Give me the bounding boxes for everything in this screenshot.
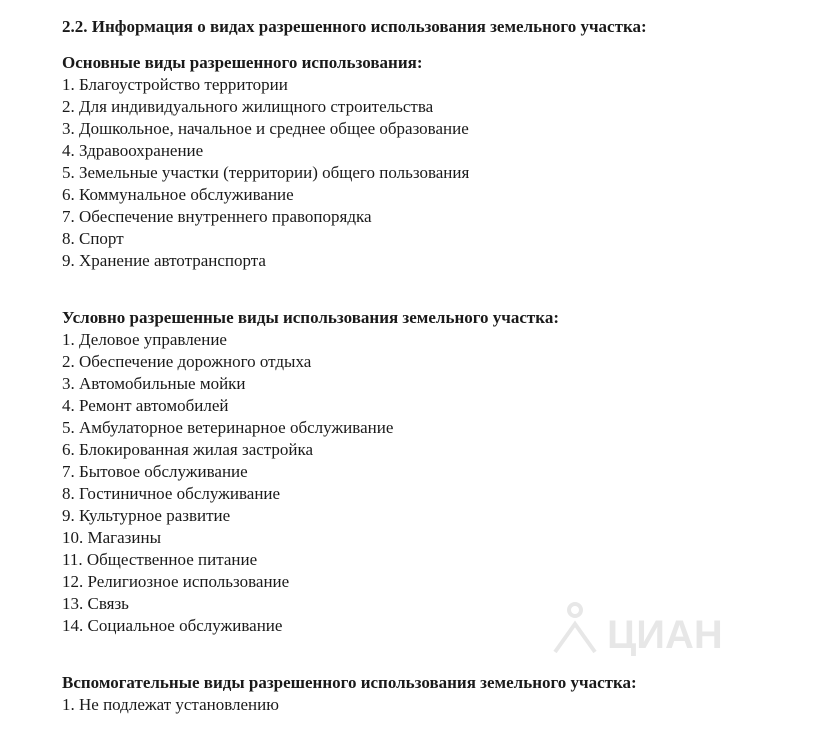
document-title: 2.2. Информация о видах разрешенного использования земельного участка:: [62, 17, 647, 36]
list-item: 9. Культурное развитие: [62, 506, 231, 525]
section-heading-conditional-uses: Условно разрешенные виды использования земельного участка:: [62, 308, 559, 327]
watermark-text: ЦИАН: [607, 613, 723, 657]
list-item: 6. Блокированная жилая застройка: [62, 440, 314, 459]
list-item: 5. Амбулаторное ветеринарное обслуживание: [62, 418, 394, 437]
section-heading-auxiliary-uses: Вспомогательные виды разрешенного использования земельного участка:: [62, 673, 637, 692]
section-heading-main-uses: Основные виды разрешенного использования:: [62, 53, 423, 72]
list-item: 8. Гостиничное обслуживание: [62, 484, 281, 503]
list-item: 14. Социальное обслуживание: [62, 616, 283, 635]
list-item: 3. Дошкольное, начальное и среднее общее образование: [62, 119, 469, 138]
list-item: 10. Магазины: [62, 528, 162, 547]
list-item: 6. Коммунальное обслуживание: [62, 185, 294, 204]
list-item: 8. Спорт: [62, 229, 124, 248]
list-item: 3. Автомобильные мойки: [62, 374, 246, 393]
list-item: 4. Здравоохранение: [62, 141, 204, 160]
list-item: 5. Земельные участки (территории) общего пользования: [62, 163, 470, 182]
watermark-dot-icon: [569, 604, 581, 616]
section-main-uses: [62, 52, 822, 272]
list-item: 1. Деловое управление: [62, 330, 227, 349]
list-item: 7. Обеспечение внутреннего правопорядка: [62, 207, 372, 226]
list-item: 2. Обеспечение дорожного отдыха: [62, 352, 312, 371]
section-conditional-uses: [62, 307, 822, 637]
list-item: 9. Хранение автотранспорта: [62, 251, 266, 270]
list-item: 2. Для индивидуального жилищного строительства: [62, 97, 434, 116]
list-item: 1. Благоустройство территории: [62, 75, 288, 94]
main-uses-list: [62, 74, 822, 272]
list-item: 1. Не подлежат установлению: [62, 695, 279, 714]
section-auxiliary-uses: [62, 672, 822, 716]
list-item: 12. Религиозное использование: [62, 572, 290, 591]
watermark-logo: [545, 590, 745, 660]
list-item: 4. Ремонт автомобилей: [62, 396, 229, 415]
list-item: 11. Общественное питание: [62, 550, 258, 569]
watermark-person-icon: [555, 624, 595, 652]
list-item: 13. Связь: [62, 594, 129, 613]
auxiliary-uses-list: [62, 694, 822, 716]
list-item: 7. Бытовое обслуживание: [62, 462, 248, 481]
